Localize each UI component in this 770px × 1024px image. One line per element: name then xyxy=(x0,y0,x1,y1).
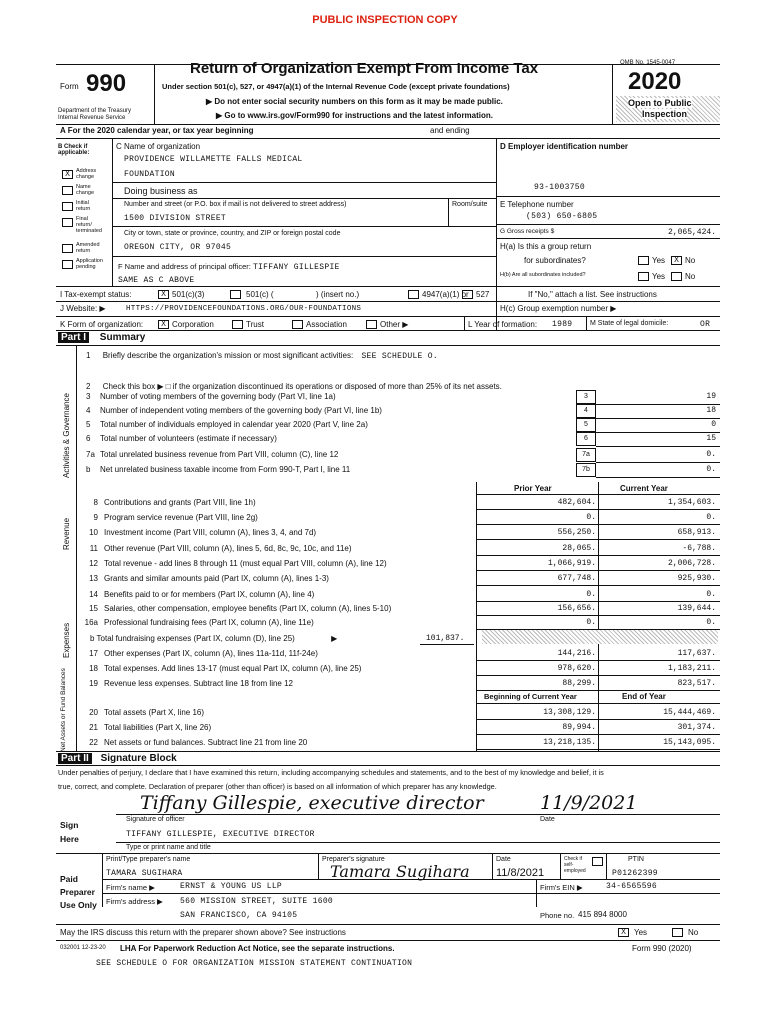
gov-line-number: 5 xyxy=(86,420,91,429)
form-association-checkbox[interactable] xyxy=(292,320,303,329)
gov-line-7a xyxy=(86,450,338,459)
sign-label: Sign xyxy=(60,820,79,830)
form-ref: Form 990 (2020) xyxy=(632,944,692,953)
status-insert-label: ) (insert no.) xyxy=(316,290,360,299)
fin-line-number: 20 xyxy=(89,708,98,717)
part1-header xyxy=(58,332,145,343)
gov-line-value: 0 xyxy=(711,420,716,429)
omb-number: OMB No. 1545-0047 xyxy=(620,60,676,66)
ha-no-checkbox[interactable]: X xyxy=(671,256,682,265)
prior-year-header: Prior Year xyxy=(514,484,552,493)
fin-line-text: Total revenue - add lines 8 through 11 (must equal Part VIII, column (A), line 12) xyxy=(104,559,387,568)
gov-line-b xyxy=(86,465,350,474)
room-suite-label: Room/suite xyxy=(452,201,488,208)
form-association-label: Association xyxy=(306,320,347,329)
city-label: City or town, state or province, country, and ZIP or foreign postal code xyxy=(124,230,341,237)
fin-current-value: 1,183,211. xyxy=(667,664,716,673)
fin-line-19 xyxy=(80,679,293,688)
officer-address: SAME AS C ABOVE xyxy=(118,276,195,285)
fin-line-number: 13 xyxy=(89,574,98,583)
fin-line-16a xyxy=(80,618,314,627)
hb-yes-label: Yes xyxy=(652,272,666,281)
fin-line-number: 16a xyxy=(84,618,98,627)
tax-year: 2020 xyxy=(628,68,682,95)
form-number: 990 xyxy=(86,70,127,97)
firm-name-label: Firm's name ▶ xyxy=(106,883,155,892)
use-only-label: Use Only xyxy=(60,900,97,910)
fin-line-15 xyxy=(80,604,391,613)
ptin-value: P01262399 xyxy=(612,869,658,878)
discuss-no-checkbox[interactable] xyxy=(672,928,683,937)
fin-current-value: 139,644. xyxy=(677,604,716,613)
penalty-line-2: true, correct, and complete. Declaration of preparer (other than officer) is based on all information of which preparer has any knowledge. xyxy=(58,782,497,791)
line1-row: 1 Briefly describe the organization's mission or most significant activities: SEE SCHEDULE O. xyxy=(86,351,438,361)
part1-title: Summary xyxy=(99,332,146,343)
gov-line-value: 19 xyxy=(706,392,716,401)
firm-phone-label: Phone no. xyxy=(540,911,575,920)
checkbox-initial-return[interactable] xyxy=(62,202,73,211)
gross-receipts: 2,065,424. xyxy=(667,228,716,237)
gov-line-text: Total unrelated business revenue from Part VIII, column (C), line 12 xyxy=(100,450,339,459)
self-employed-label: Check if self-employed xyxy=(564,856,586,874)
fin-current-value: 1,354,603. xyxy=(667,498,716,507)
fin-line-14 xyxy=(80,590,314,599)
b-item-1: Name change xyxy=(76,184,95,196)
fin-current-value: 2,006,728. xyxy=(667,559,716,568)
prep-name-value: TAMARA SUGIHARA xyxy=(106,869,183,878)
fin-line-text: Net assets or fund balances. Subtract line 21 from line 20 xyxy=(104,738,308,747)
fin-line-number: 12 xyxy=(89,559,98,568)
paid-label: Paid xyxy=(60,874,78,884)
fin-line-17 xyxy=(80,649,318,658)
fin-prior-value: 0. xyxy=(586,618,596,627)
fin-current-value: 0. xyxy=(706,513,716,522)
dba-label: Doing business as xyxy=(124,186,198,196)
fin-line-12 xyxy=(80,559,387,568)
line16b-value: 101,837. xyxy=(426,634,465,643)
self-employed-checkbox[interactable] xyxy=(592,857,603,866)
checkbox-amended-return[interactable] xyxy=(62,244,73,253)
gov-line-number: 3 xyxy=(86,392,91,401)
fin-current-value: 925,930. xyxy=(677,574,716,583)
prep-name-label: Print/Type preparer's name xyxy=(106,856,191,863)
fin-prior-value: 1,066,919. xyxy=(547,559,596,568)
dept-irs: Internal Revenue Service xyxy=(58,115,126,121)
fin-line-20 xyxy=(80,708,204,717)
gov-line-3 xyxy=(86,392,336,401)
firm-phone-value: 415 894 8000 xyxy=(578,910,627,919)
gov-line-value: 0. xyxy=(706,450,716,459)
b-item-0: Address change xyxy=(76,168,97,180)
checkbox-address-change[interactable]: X xyxy=(62,170,73,179)
fin-line-text: Revenue less expenses. Subtract line 18 from line 12 xyxy=(104,679,293,688)
org-name-1: PROVIDENCE WILLAMETTE FALLS MEDICAL xyxy=(124,155,303,164)
city-value: OREGON CITY, OR 97045 xyxy=(124,243,232,252)
org-name-2: FOUNDATION xyxy=(124,170,176,179)
fin-line-21 xyxy=(80,723,211,732)
part2-header xyxy=(58,753,177,764)
d-label: D Employer identification number xyxy=(500,142,629,151)
fin-current-value: 658,913. xyxy=(677,528,716,537)
fin-current-value: -6,788. xyxy=(682,544,716,553)
gov-line-text: Total number of individuals employed in calendar year 2020 (Part V, line 2a) xyxy=(100,420,368,429)
gov-line-text: Total number of volunteers (estimate if necessary) xyxy=(100,434,277,443)
gov-line-4 xyxy=(86,406,382,415)
here-label: Here xyxy=(60,834,79,844)
officer-typed-name: TIFFANY GILLESPIE, EXECUTIVE DIRECTOR xyxy=(126,830,315,839)
fin-line-number: 19 xyxy=(89,679,98,688)
gov-line-box: 7a xyxy=(576,448,596,462)
fin-prior-value: 13,308,129. xyxy=(543,708,596,717)
sidebar-revenue: Revenue xyxy=(62,517,71,550)
status-501c-checkbox[interactable] xyxy=(230,290,241,299)
fin-line-22 xyxy=(80,738,307,747)
fin-current-value: 0. xyxy=(706,590,716,599)
l-label: L Year of formation: xyxy=(468,320,538,329)
b-item-5: Application pending xyxy=(76,258,103,270)
firm-address-2: SAN FRANCISCO, CA 94105 xyxy=(180,911,298,920)
section-b-label: B Check if applicable: xyxy=(58,144,90,156)
gov-line-box: 6 xyxy=(576,432,596,446)
street-value: 1500 DIVISION STREET xyxy=(124,214,227,223)
eoy-header: End of Year xyxy=(622,692,666,701)
ha-label: H(a) Is this a group return xyxy=(500,242,592,251)
sidebar-expenses: Expenses xyxy=(62,622,71,658)
boy-header: Beginning of Current Year xyxy=(484,692,577,701)
line-a-label: A For the 2020 calendar year, or tax year beginning xyxy=(60,126,254,135)
status-527-checkbox[interactable] xyxy=(462,290,473,299)
prep-sig-label: Preparer's signature xyxy=(322,856,385,863)
checkbox-name-change[interactable] xyxy=(62,186,73,195)
gov-line-value: 18 xyxy=(706,406,716,415)
discuss-no-label: No xyxy=(688,928,699,937)
fin-prior-value: 89,994. xyxy=(562,723,596,732)
firm-address-label: Firm's address ▶ xyxy=(106,897,163,906)
gov-line-text: Net unrelated business taxable income from Form 990-T, Part I, line 11 xyxy=(100,465,351,474)
fin-prior-value: 28,065. xyxy=(562,544,596,553)
ha-yes-checkbox[interactable] xyxy=(638,256,649,265)
fin-prior-value: 88,299. xyxy=(562,679,596,688)
public-copy-banner: PUBLIC INSPECTION COPY xyxy=(312,14,458,26)
fin-prior-value: 978,620. xyxy=(557,664,596,673)
part1-tag: Part I xyxy=(58,332,89,343)
ha-yes-label: Yes xyxy=(652,256,666,265)
line-i-label: I Tax-exempt status: xyxy=(60,290,132,299)
hb-no-label: No xyxy=(685,272,696,281)
fin-line-text: Contributions and grants (Part VIII, line 1h) xyxy=(104,498,256,507)
ha-sub: for subordinates? xyxy=(524,256,586,265)
gov-line-5 xyxy=(86,420,368,429)
status-501c-label: 501(c) ( xyxy=(246,290,274,299)
line2-row: 2 Check this box ▶ □ if the organization discontinued its operations or disposed of more than 25% of its net assets. xyxy=(86,382,502,391)
hb-note: If "No," attach a list. See instructions xyxy=(528,290,657,299)
fin-prior-value: 0. xyxy=(586,513,596,522)
fin-prior-value: 13,218,135. xyxy=(543,738,596,747)
fin-line-8 xyxy=(80,498,256,507)
firm-ein-value: 34-6565596 xyxy=(606,882,658,891)
inspection: Inspection xyxy=(642,109,688,119)
current-year-header: Current Year xyxy=(620,484,668,493)
c-label: C Name of organization xyxy=(116,142,201,151)
fin-line-13 xyxy=(80,574,329,583)
penalty-line-1: Under penalties of perjury, I declare that I have examined this return, including accompanying schedules and statements, and to the best of my knowledge and belief, it is xyxy=(58,768,604,777)
officer-name: TIFFANY GILLESPIE xyxy=(252,263,340,272)
m-value: OR xyxy=(700,320,711,329)
fin-line-number: 21 xyxy=(89,723,98,732)
gov-line-value: 15 xyxy=(706,434,716,443)
b-item-4: Amended return xyxy=(76,242,100,254)
preparer-label: Preparer xyxy=(60,887,95,897)
fin-line-text: Program service revenue (Part VIII, line 2g) xyxy=(104,513,258,522)
status-501c3-checkbox[interactable]: X xyxy=(158,290,169,299)
hc-label: H(c) Group exemption number ▶ xyxy=(500,304,617,313)
fin-line-18 xyxy=(80,664,361,673)
firm-ein-label: Firm's EIN ▶ xyxy=(540,883,583,892)
fin-prior-value: 677,748. xyxy=(557,574,596,583)
fin-prior-value: 482,604. xyxy=(557,498,596,507)
open-to-public: Open to Public xyxy=(628,98,692,108)
part2-title: Signature Block xyxy=(100,753,177,764)
gov-line-number: b xyxy=(86,465,91,474)
gov-line-box: 3 xyxy=(576,390,596,404)
dept-treasury: Department of the Treasury xyxy=(58,108,132,114)
ptin-label: PTIN xyxy=(628,856,644,863)
gov-line-value: 0. xyxy=(706,465,716,474)
status-527-label: 527 xyxy=(476,290,490,299)
gov-line-box: 7b xyxy=(576,463,596,477)
fin-current-value: 15,143,095. xyxy=(663,738,716,747)
gov-line-box: 5 xyxy=(576,418,596,432)
gov-line-6 xyxy=(86,434,277,443)
fin-prior-value: 156,656. xyxy=(557,604,596,613)
fin-line-number: 17 xyxy=(89,649,98,658)
fin-line-text: Grants and similar amounts paid (Part IX, column (A), lines 1-3) xyxy=(104,574,329,583)
l-value: 1989 xyxy=(552,320,573,329)
firm-address-1: 560 MISSION STREET, SUITE 1600 xyxy=(180,897,334,906)
line-k-label: K Form of organization: xyxy=(60,320,144,329)
form-trust-checkbox[interactable] xyxy=(232,320,243,329)
form-code: 032001 12-23-20 xyxy=(60,945,106,951)
fin-line-9 xyxy=(80,513,258,522)
fin-line-text: Benefits paid to or for members (Part IX, column (A), line 4) xyxy=(104,590,315,599)
officer-signature: Tiffany Gillespie, executive director xyxy=(140,792,484,814)
ssn-warning: ▶ Do not enter social security numbers on this form as it may be made public. xyxy=(206,97,503,106)
fin-line-number: 15 xyxy=(89,604,98,613)
line16b-row: b Total fundraising expenses (Part IX, column (D), line 25) ▶ xyxy=(90,634,338,643)
phone-value: (503) 650-6805 xyxy=(526,212,598,221)
gov-line-number: 7a xyxy=(86,450,95,459)
hb-label: H(b) Are all subordinates included? xyxy=(500,272,586,278)
gov-line-number: 6 xyxy=(86,434,91,443)
website-value: HTTPS://PROVIDENCEFOUNDATIONS.ORG/OUR-FOUNDATIONS xyxy=(126,305,362,313)
form-corporation-checkbox[interactable]: X xyxy=(158,320,169,329)
fin-line-text: Other expenses (Part IX, column (A), lines 11a-11d, 11f-24e) xyxy=(104,649,318,658)
firm-name-value: ERNST & YOUNG US LLP xyxy=(180,882,283,891)
hb-yes-checkbox[interactable] xyxy=(638,272,649,281)
discuss-question: May the IRS discuss this return with the preparer shown above? See instructions xyxy=(60,928,346,937)
m-label: M State of legal domicile: xyxy=(590,320,669,327)
discuss-yes-checkbox[interactable]: X xyxy=(618,928,629,937)
form-corporation-label: Corporation xyxy=(172,320,214,329)
status-4947-checkbox[interactable] xyxy=(408,290,419,299)
schedule-o-note: SEE SCHEDULE O FOR ORGANIZATION MISSION STATEMENT CONTINUATION xyxy=(96,959,413,968)
fin-current-value: 301,374. xyxy=(677,723,716,732)
fin-current-value: 117,637. xyxy=(677,649,716,658)
fin-line-number: 8 xyxy=(93,498,98,507)
b-item-3: Final return/ terminated xyxy=(76,216,102,234)
lha-notice: LHA For Paperwork Reduction Act Notice, see the separate instructions. xyxy=(120,944,395,953)
sidebar-net-assets: Net Assets or Fund Balances xyxy=(60,668,67,752)
form-trust-label: Trust xyxy=(246,320,264,329)
fin-line-number: 14 xyxy=(89,590,98,599)
signature-of-officer-label: Signature of officer xyxy=(126,816,185,823)
fin-line-number: 22 xyxy=(89,738,98,747)
ein-value: 93-1003750 xyxy=(534,183,586,192)
fin-line-10 xyxy=(80,528,316,537)
fin-prior-value: 556,250. xyxy=(557,528,596,537)
status-501c3-label: 501(c)(3) xyxy=(172,290,205,299)
e-label: E Telephone number xyxy=(500,200,574,209)
fin-line-text: Other revenue (Part VIII, column (A), lines 5, 6d, 8c, 9c, 10c, and 11e) xyxy=(104,544,352,553)
discuss-yes-label: Yes xyxy=(634,928,648,937)
prep-signature: Tamara Sugihara xyxy=(330,862,470,881)
status-4947-label: 4947(a)(1) or xyxy=(422,290,469,299)
fin-line-text: Total expenses. Add lines 13-17 (must equal Part IX, column (A), line 25) xyxy=(104,664,362,673)
prep-date-label: Date xyxy=(496,856,511,863)
form-label: Form xyxy=(60,82,79,91)
fin-current-value: 0. xyxy=(706,618,716,627)
fin-line-11 xyxy=(80,544,352,553)
gov-line-text: Number of voting members of the governing body (Part VI, line 1a) xyxy=(100,392,336,401)
fin-prior-value: 144,216. xyxy=(557,649,596,658)
fin-prior-value: 0. xyxy=(586,590,596,599)
part2-tag: Part II xyxy=(58,753,92,764)
form-other-checkbox[interactable] xyxy=(366,320,377,329)
line1-value: SEE SCHEDULE O. xyxy=(361,352,438,361)
form-other-label: Other ▶ xyxy=(380,320,409,329)
sidebar-activities-governance: Activities & Governance xyxy=(62,393,71,478)
fin-line-text: Professional fundraising fees (Part IX, column (A), line 11e) xyxy=(104,618,314,627)
g-label: G Gross receipts $ xyxy=(500,228,555,235)
line16b-shaded-area xyxy=(482,630,718,644)
gov-line-number: 4 xyxy=(86,406,91,415)
fin-current-value: 823,517. xyxy=(677,679,716,688)
form-title: Return of Organization Exempt From Income Tax xyxy=(190,60,539,77)
fin-line-text: Salaries, other compensation, employee benefits (Part IX, column (A), lines 5-10) xyxy=(104,604,392,613)
gov-line-text: Number of independent voting members of the governing body (Part VI, line 1b) xyxy=(100,406,382,415)
goto-line: ▶ Go to www.irs.gov/Form990 for instructions and the latest information. xyxy=(216,111,493,120)
fin-line-number: 11 xyxy=(89,544,98,553)
type-name-label: Type or print name and title xyxy=(126,844,211,851)
ha-no-label: No xyxy=(685,256,696,265)
prep-date-value: 11/8/2021 xyxy=(496,867,545,879)
street-label: Number and street (or P.O. box if mail is not delivered to street address) xyxy=(124,201,347,208)
form-subtitle: Under section 501(c), 527, or 4947(a)(1) of the Internal Revenue Code (except private foundations) xyxy=(162,82,510,91)
fin-line-number: 9 xyxy=(93,513,98,522)
officer-label: F Name and address of principal officer: TIFFANY GILLESPIE xyxy=(118,262,340,272)
line-a-ending: and ending xyxy=(430,126,470,135)
b-item-2: Initial return xyxy=(76,200,91,212)
fin-line-text: Total liabilities (Part X, line 26) xyxy=(104,723,212,732)
officer-sign-date: 11/9/2021 xyxy=(540,792,638,814)
checkbox-application-pending[interactable] xyxy=(62,260,73,269)
fin-line-text: Investment income (Part VIII, column (A), lines 3, 4, and 7d) xyxy=(104,528,317,537)
checkbox-final-return[interactable] xyxy=(62,218,73,227)
hb-no-checkbox[interactable] xyxy=(671,272,682,281)
fin-line-number: 10 xyxy=(89,528,98,537)
gov-line-box: 4 xyxy=(576,404,596,418)
line-j-label: J Website: ▶ xyxy=(60,304,106,313)
fin-current-value: 15,444,469. xyxy=(663,708,716,717)
fin-line-number: 18 xyxy=(89,664,98,673)
sign-date-label: Date xyxy=(540,816,555,823)
fin-line-text: Total assets (Part X, line 16) xyxy=(104,708,205,717)
